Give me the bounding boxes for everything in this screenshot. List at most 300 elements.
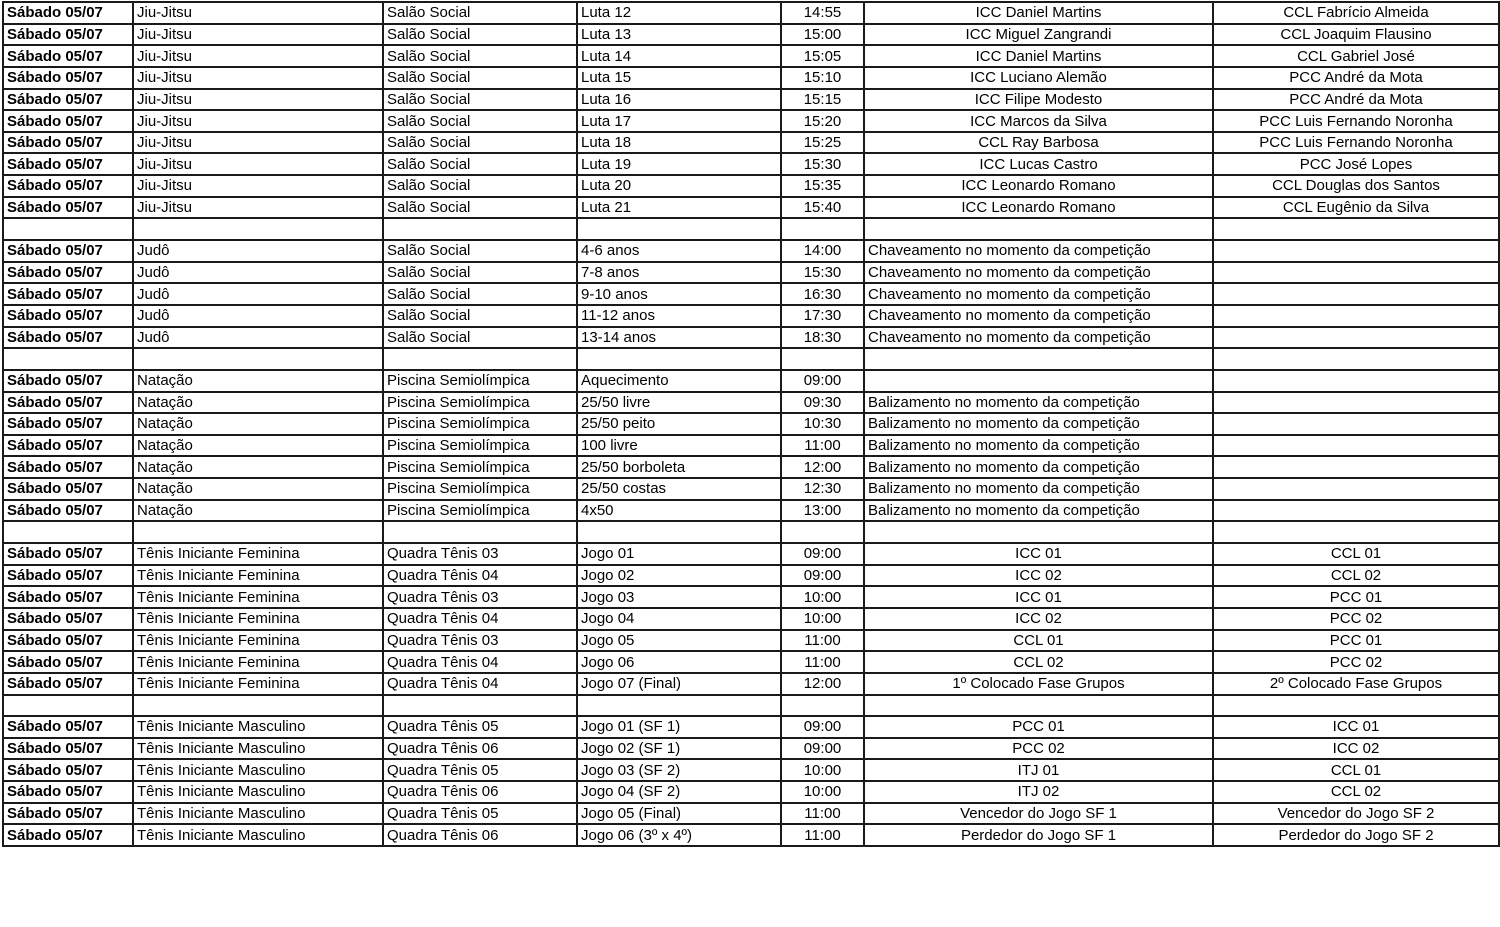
table-row [3, 197, 1499, 219]
competitor-a-cell [864, 695, 1213, 717]
competitor-a-cell: ICC Luciano Alemão [864, 67, 1213, 89]
table-row [3, 175, 1499, 197]
time-cell: 14:55 [781, 2, 864, 24]
time-cell: 09:00 [781, 370, 864, 392]
venue-cell: Quadra Tênis 04 [383, 651, 577, 673]
venue-cell: Salão Social [383, 283, 577, 305]
time-cell [781, 348, 864, 370]
table-row [3, 630, 1499, 652]
competitor-a-cell: ICC 01 [864, 543, 1213, 565]
competitor-a-cell: CCL 01 [864, 630, 1213, 652]
venue-cell: Salão Social [383, 153, 577, 175]
competitor-a-cell: ITJ 01 [864, 759, 1213, 781]
day-cell: Sábado 05/07 [3, 673, 133, 695]
sport-cell [133, 695, 383, 717]
competitor-b-cell: PCC André da Mota [1213, 89, 1499, 111]
table-row [3, 608, 1499, 630]
sport-cell: Tênis Iniciante Feminina [133, 673, 383, 695]
competitor-a-cell [864, 521, 1213, 543]
time-cell: 14:00 [781, 240, 864, 262]
event-cell: Luta 20 [577, 175, 781, 197]
event-cell: Jogo 03 (SF 2) [577, 759, 781, 781]
time-cell: 18:30 [781, 327, 864, 349]
venue-cell: Salão Social [383, 67, 577, 89]
day-cell: Sábado 05/07 [3, 370, 133, 392]
table-row [3, 132, 1499, 154]
event-cell: 25/50 costas [577, 478, 781, 500]
day-cell: Sábado 05/07 [3, 543, 133, 565]
event-cell: Jogo 04 [577, 608, 781, 630]
event-cell: Jogo 01 (SF 1) [577, 716, 781, 738]
day-cell: Sábado 05/07 [3, 175, 133, 197]
time-cell: 12:00 [781, 456, 864, 478]
competitor-b-cell [1213, 327, 1499, 349]
time-cell: 15:35 [781, 175, 864, 197]
time-cell [781, 521, 864, 543]
sport-cell: Jiu-Jitsu [133, 2, 383, 24]
time-cell: 15:05 [781, 45, 864, 67]
day-cell: Sábado 05/07 [3, 283, 133, 305]
competitor-b-cell [1213, 240, 1499, 262]
venue-cell: Quadra Tênis 05 [383, 759, 577, 781]
event-cell: 11-12 anos [577, 305, 781, 327]
event-cell: 13-14 anos [577, 327, 781, 349]
sport-cell: Judô [133, 305, 383, 327]
event-cell: 25/50 peito [577, 413, 781, 435]
day-cell: Sábado 05/07 [3, 24, 133, 46]
day-cell: Sábado 05/07 [3, 327, 133, 349]
event-cell [577, 521, 781, 543]
time-cell: 10:00 [781, 586, 864, 608]
competitor-a-cell: Balizamento no momento da competição [864, 392, 1213, 414]
table-row [3, 370, 1499, 392]
sport-cell [133, 348, 383, 370]
venue-cell: Salão Social [383, 45, 577, 67]
venue-cell: Piscina Semiolímpica [383, 435, 577, 457]
competitor-b-cell [1213, 283, 1499, 305]
event-cell: Jogo 05 [577, 630, 781, 652]
venue-cell: Salão Social [383, 197, 577, 219]
sport-cell: Jiu-Jitsu [133, 45, 383, 67]
venue-cell: Quadra Tênis 03 [383, 630, 577, 652]
table-row [3, 738, 1499, 760]
sport-cell: Tênis Iniciante Feminina [133, 565, 383, 587]
sport-cell: Judô [133, 283, 383, 305]
day-cell: Sábado 05/07 [3, 651, 133, 673]
sport-cell: Jiu-Jitsu [133, 67, 383, 89]
time-cell: 09:00 [781, 738, 864, 760]
event-cell: Jogo 02 [577, 565, 781, 587]
table-row [3, 781, 1499, 803]
sport-cell: Tênis Iniciante Feminina [133, 608, 383, 630]
sport-cell: Judô [133, 327, 383, 349]
venue-cell: Salão Social [383, 305, 577, 327]
sport-cell: Natação [133, 435, 383, 457]
table-row [3, 153, 1499, 175]
time-cell: 15:30 [781, 153, 864, 175]
sport-cell: Natação [133, 413, 383, 435]
event-cell: Luta 12 [577, 2, 781, 24]
day-cell: Sábado 05/07 [3, 738, 133, 760]
competitor-a-cell: ICC Marcos da Silva [864, 110, 1213, 132]
day-cell: Sábado 05/07 [3, 759, 133, 781]
table-row [3, 759, 1499, 781]
time-cell: 11:00 [781, 803, 864, 825]
day-cell: Sábado 05/07 [3, 45, 133, 67]
day-cell: Sábado 05/07 [3, 132, 133, 154]
table-row [3, 110, 1499, 132]
day-cell: Sábado 05/07 [3, 153, 133, 175]
day-cell: Sábado 05/07 [3, 262, 133, 284]
venue-cell: Salão Social [383, 240, 577, 262]
time-cell: 11:00 [781, 651, 864, 673]
venue-cell: Quadra Tênis 04 [383, 673, 577, 695]
venue-cell [383, 218, 577, 240]
day-cell: Sábado 05/07 [3, 197, 133, 219]
event-cell: Jogo 06 (3º x 4º) [577, 824, 781, 846]
competitor-a-cell: ITJ 02 [864, 781, 1213, 803]
venue-cell [383, 695, 577, 717]
time-cell: 16:30 [781, 283, 864, 305]
event-cell: Luta 17 [577, 110, 781, 132]
sport-cell [133, 218, 383, 240]
competitor-a-cell: Balizamento no momento da competição [864, 413, 1213, 435]
event-cell [577, 695, 781, 717]
event-cell: Luta 21 [577, 197, 781, 219]
day-cell [3, 695, 133, 717]
competitor-b-cell: CCL Gabriel José [1213, 45, 1499, 67]
time-cell: 09:00 [781, 543, 864, 565]
sport-cell: Tênis Iniciante Masculino [133, 738, 383, 760]
sport-cell: Jiu-Jitsu [133, 110, 383, 132]
day-cell: Sábado 05/07 [3, 456, 133, 478]
venue-cell: Piscina Semiolímpica [383, 413, 577, 435]
competitor-b-cell [1213, 348, 1499, 370]
day-cell: Sábado 05/07 [3, 608, 133, 630]
time-cell: 15:15 [781, 89, 864, 111]
schedule-table [2, 1, 1500, 847]
day-cell: Sábado 05/07 [3, 392, 133, 414]
competitor-b-cell [1213, 695, 1499, 717]
event-cell: Jogo 05 (Final) [577, 803, 781, 825]
day-cell: Sábado 05/07 [3, 478, 133, 500]
day-cell: Sábado 05/07 [3, 413, 133, 435]
venue-cell: Quadra Tênis 05 [383, 803, 577, 825]
competitor-a-cell: ICC Lucas Castro [864, 153, 1213, 175]
competitor-a-cell: Chaveamento no momento da competição [864, 283, 1213, 305]
day-cell: Sábado 05/07 [3, 67, 133, 89]
sport-cell: Natação [133, 478, 383, 500]
time-cell: 15:25 [781, 132, 864, 154]
competitor-a-cell [864, 218, 1213, 240]
table-row [3, 240, 1499, 262]
day-cell: Sábado 05/07 [3, 500, 133, 522]
sport-cell: Natação [133, 500, 383, 522]
venue-cell: Piscina Semiolímpica [383, 478, 577, 500]
venue-cell [383, 521, 577, 543]
sport-cell: Jiu-Jitsu [133, 132, 383, 154]
sport-cell: Tênis Iniciante Feminina [133, 630, 383, 652]
event-cell: Luta 16 [577, 89, 781, 111]
time-cell: 11:00 [781, 435, 864, 457]
venue-cell: Quadra Tênis 06 [383, 738, 577, 760]
competitor-a-cell: Chaveamento no momento da competição [864, 305, 1213, 327]
competitor-b-cell [1213, 262, 1499, 284]
table-row [3, 305, 1499, 327]
competitor-b-cell: ICC 02 [1213, 738, 1499, 760]
competitor-b-cell [1213, 456, 1499, 478]
venue-cell: Salão Social [383, 327, 577, 349]
table-row [3, 651, 1499, 673]
time-cell: 11:00 [781, 824, 864, 846]
venue-cell: Salão Social [383, 262, 577, 284]
event-cell: 25/50 livre [577, 392, 781, 414]
competitor-b-cell: ICC 01 [1213, 716, 1499, 738]
sport-cell: Jiu-Jitsu [133, 153, 383, 175]
time-cell: 15:10 [781, 67, 864, 89]
table-row [3, 413, 1499, 435]
competitor-b-cell: CCL Douglas dos Santos [1213, 175, 1499, 197]
competitor-b-cell: PCC 02 [1213, 651, 1499, 673]
table-row [3, 543, 1499, 565]
event-cell: 4-6 anos [577, 240, 781, 262]
competitor-a-cell: Perdedor do Jogo SF 1 [864, 824, 1213, 846]
competitor-b-cell: PCC 01 [1213, 630, 1499, 652]
competitor-b-cell: PCC 02 [1213, 608, 1499, 630]
table-row [3, 478, 1499, 500]
day-cell: Sábado 05/07 [3, 89, 133, 111]
day-cell: Sábado 05/07 [3, 435, 133, 457]
sport-cell: Tênis Iniciante Masculino [133, 716, 383, 738]
day-cell: Sábado 05/07 [3, 586, 133, 608]
sport-cell: Tênis Iniciante Masculino [133, 759, 383, 781]
table-row [3, 716, 1499, 738]
sport-cell: Jiu-Jitsu [133, 89, 383, 111]
sport-cell: Tênis Iniciante Feminina [133, 543, 383, 565]
competitor-b-cell: CCL 02 [1213, 781, 1499, 803]
venue-cell: Quadra Tênis 06 [383, 824, 577, 846]
venue-cell: Salão Social [383, 132, 577, 154]
competitor-b-cell [1213, 500, 1499, 522]
event-cell: Luta 14 [577, 45, 781, 67]
day-cell [3, 521, 133, 543]
competitor-b-cell: CCL 01 [1213, 759, 1499, 781]
separator-row [3, 348, 1499, 370]
event-cell: 7-8 anos [577, 262, 781, 284]
competitor-a-cell: ICC Miguel Zangrandi [864, 24, 1213, 46]
event-cell: Luta 18 [577, 132, 781, 154]
sport-cell [133, 521, 383, 543]
venue-cell: Quadra Tênis 04 [383, 608, 577, 630]
time-cell: 12:00 [781, 673, 864, 695]
event-cell: Jogo 04 (SF 2) [577, 781, 781, 803]
venue-cell: Quadra Tênis 06 [383, 781, 577, 803]
day-cell: Sábado 05/07 [3, 716, 133, 738]
competitor-a-cell [864, 348, 1213, 370]
venue-cell: Piscina Semiolímpica [383, 370, 577, 392]
sport-cell: Natação [133, 370, 383, 392]
sport-cell: Natação [133, 456, 383, 478]
competitor-a-cell: 1º Colocado Fase Grupos [864, 673, 1213, 695]
day-cell: Sábado 05/07 [3, 803, 133, 825]
competitor-a-cell: ICC Leonardo Romano [864, 175, 1213, 197]
venue-cell: Salão Social [383, 110, 577, 132]
competitor-b-cell: PCC José Lopes [1213, 153, 1499, 175]
separator-row [3, 695, 1499, 717]
event-cell: Luta 19 [577, 153, 781, 175]
table-row [3, 24, 1499, 46]
competitor-b-cell: CCL 02 [1213, 565, 1499, 587]
competitor-a-cell: Vencedor do Jogo SF 1 [864, 803, 1213, 825]
competitor-a-cell: Chaveamento no momento da competição [864, 262, 1213, 284]
event-cell: 25/50 borboleta [577, 456, 781, 478]
competitor-a-cell: ICC 01 [864, 586, 1213, 608]
sport-cell: Jiu-Jitsu [133, 175, 383, 197]
day-cell: Sábado 05/07 [3, 110, 133, 132]
event-cell: 100 livre [577, 435, 781, 457]
time-cell: 15:00 [781, 24, 864, 46]
event-cell: Aquecimento [577, 370, 781, 392]
table-row [3, 500, 1499, 522]
competitor-b-cell: CCL 01 [1213, 543, 1499, 565]
competitor-b-cell [1213, 521, 1499, 543]
table-row [3, 803, 1499, 825]
sport-cell: Judô [133, 240, 383, 262]
event-cell: Jogo 01 [577, 543, 781, 565]
sport-cell: Natação [133, 392, 383, 414]
event-cell: 4x50 [577, 500, 781, 522]
competitor-b-cell: Perdedor do Jogo SF 2 [1213, 824, 1499, 846]
sport-cell: Tênis Iniciante Masculino [133, 781, 383, 803]
venue-cell: Quadra Tênis 03 [383, 543, 577, 565]
sport-cell: Jiu-Jitsu [133, 197, 383, 219]
competitor-a-cell: Balizamento no momento da competição [864, 478, 1213, 500]
time-cell: 15:40 [781, 197, 864, 219]
venue-cell: Quadra Tênis 03 [383, 586, 577, 608]
competitor-a-cell: Balizamento no momento da competição [864, 456, 1213, 478]
venue-cell: Salão Social [383, 175, 577, 197]
competitor-b-cell [1213, 392, 1499, 414]
sport-cell: Tênis Iniciante Feminina [133, 651, 383, 673]
day-cell: Sábado 05/07 [3, 824, 133, 846]
time-cell: 10:00 [781, 781, 864, 803]
competitor-b-cell [1213, 370, 1499, 392]
sport-cell: Tênis Iniciante Masculino [133, 824, 383, 846]
competitor-b-cell [1213, 435, 1499, 457]
table-row [3, 283, 1499, 305]
time-cell: 09:30 [781, 392, 864, 414]
time-cell: 10:00 [781, 759, 864, 781]
table-row [3, 673, 1499, 695]
event-cell: Luta 13 [577, 24, 781, 46]
separator-row [3, 521, 1499, 543]
competitor-b-cell: CCL Eugênio da Silva [1213, 197, 1499, 219]
time-cell: 15:30 [781, 262, 864, 284]
venue-cell: Quadra Tênis 04 [383, 565, 577, 587]
table-row [3, 327, 1499, 349]
event-cell: Jogo 06 [577, 651, 781, 673]
table-row [3, 456, 1499, 478]
table-row [3, 89, 1499, 111]
competitor-a-cell: CCL Ray Barbosa [864, 132, 1213, 154]
day-cell [3, 218, 133, 240]
competitor-b-cell: CCL Fabrício Almeida [1213, 2, 1499, 24]
competitor-b-cell: CCL Joaquim Flausino [1213, 24, 1499, 46]
day-cell: Sábado 05/07 [3, 240, 133, 262]
competitor-b-cell [1213, 478, 1499, 500]
competitor-b-cell [1213, 413, 1499, 435]
competitor-b-cell: PCC Luis Fernando Noronha [1213, 132, 1499, 154]
event-cell: Jogo 03 [577, 586, 781, 608]
event-cell [577, 348, 781, 370]
competitor-b-cell: PCC 01 [1213, 586, 1499, 608]
competitor-a-cell: ICC Daniel Martins [864, 2, 1213, 24]
competitor-a-cell [864, 370, 1213, 392]
time-cell: 10:30 [781, 413, 864, 435]
venue-cell: Piscina Semiolímpica [383, 392, 577, 414]
competitor-a-cell: ICC Filipe Modesto [864, 89, 1213, 111]
competitor-b-cell: 2º Colocado Fase Grupos [1213, 673, 1499, 695]
time-cell: 09:00 [781, 565, 864, 587]
day-cell: Sábado 05/07 [3, 565, 133, 587]
competitor-b-cell [1213, 305, 1499, 327]
competitor-a-cell: PCC 01 [864, 716, 1213, 738]
venue-cell: Piscina Semiolímpica [383, 456, 577, 478]
time-cell: 11:00 [781, 630, 864, 652]
venue-cell: Quadra Tênis 05 [383, 716, 577, 738]
table-row [3, 262, 1499, 284]
competitor-a-cell: Balizamento no momento da competição [864, 500, 1213, 522]
day-cell: Sábado 05/07 [3, 630, 133, 652]
event-cell [577, 218, 781, 240]
competitor-a-cell: Chaveamento no momento da competição [864, 240, 1213, 262]
day-cell [3, 348, 133, 370]
table-row [3, 586, 1499, 608]
competitor-a-cell: ICC Leonardo Romano [864, 197, 1213, 219]
competitor-a-cell: Balizamento no momento da competição [864, 435, 1213, 457]
competitor-b-cell [1213, 218, 1499, 240]
time-cell: 17:30 [781, 305, 864, 327]
table-row [3, 67, 1499, 89]
sport-cell: Tênis Iniciante Masculino [133, 803, 383, 825]
competitor-a-cell: ICC Daniel Martins [864, 45, 1213, 67]
time-cell [781, 218, 864, 240]
sport-cell: Tênis Iniciante Feminina [133, 586, 383, 608]
separator-row [3, 218, 1499, 240]
venue-cell [383, 348, 577, 370]
sport-cell: Judô [133, 262, 383, 284]
competitor-a-cell: ICC 02 [864, 608, 1213, 630]
event-cell: Jogo 02 (SF 1) [577, 738, 781, 760]
competitor-a-cell: ICC 02 [864, 565, 1213, 587]
day-cell: Sábado 05/07 [3, 781, 133, 803]
competitor-a-cell: CCL 02 [864, 651, 1213, 673]
event-cell: Jogo 07 (Final) [577, 673, 781, 695]
day-cell: Sábado 05/07 [3, 305, 133, 327]
time-cell: 12:30 [781, 478, 864, 500]
day-cell: Sábado 05/07 [3, 2, 133, 24]
competitor-a-cell: PCC 02 [864, 738, 1213, 760]
time-cell [781, 695, 864, 717]
time-cell: 10:00 [781, 608, 864, 630]
competitor-b-cell: Vencedor do Jogo SF 2 [1213, 803, 1499, 825]
time-cell: 13:00 [781, 500, 864, 522]
event-cell: 9-10 anos [577, 283, 781, 305]
competitor-a-cell: Chaveamento no momento da competição [864, 327, 1213, 349]
competitor-b-cell: PCC Luis Fernando Noronha [1213, 110, 1499, 132]
table-row [3, 392, 1499, 414]
table-row [3, 824, 1499, 846]
